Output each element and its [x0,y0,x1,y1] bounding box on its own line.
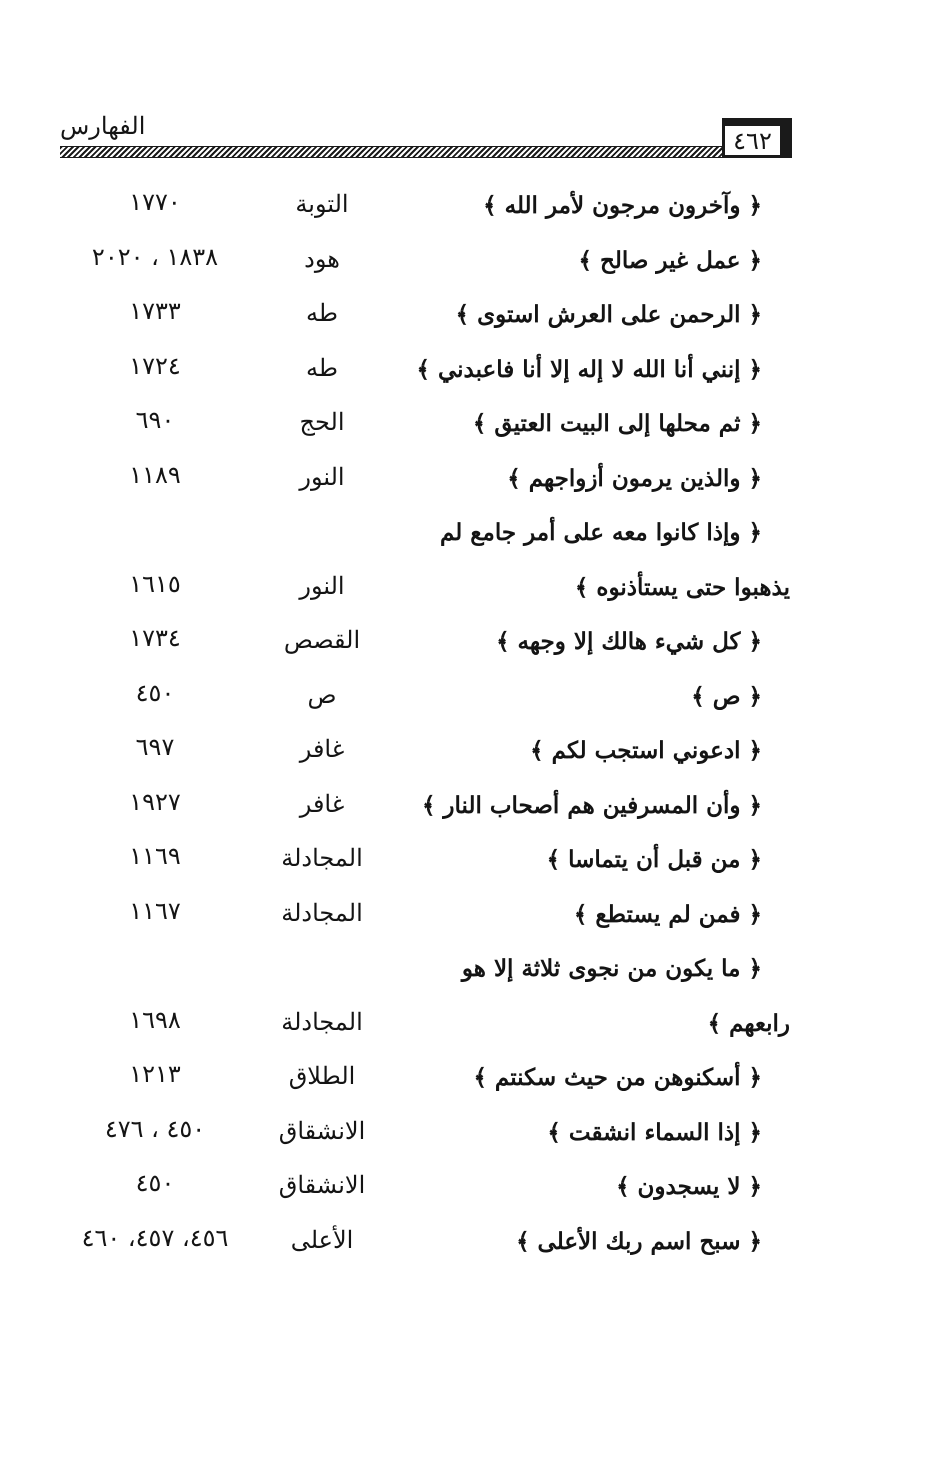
surah-name: القصص [283,626,361,654]
index-row [0,998,938,1053]
index-table [0,180,938,1270]
hadith-refs: ١١٨٩ [129,460,181,489]
hadith-refs: ٤٥٠ [135,1169,175,1197]
ayah-text: ﴿ أسكنوهن من حيث سكنتم ﴾ [473,1064,762,1091]
hadith-refs: ١٦٩٨ [129,1005,181,1034]
hadith-refs: ٦٩٠ [135,406,175,434]
hadith-refs: ١٧٧٠ [129,188,181,216]
index-row [0,562,938,617]
surah-name: المجادلة [281,844,363,872]
ayah-text: ﴿ وآخرون مرجون لأمر الله ﴾ [483,192,762,219]
index-row [0,1052,938,1107]
hadith-refs: ١٩٢٧ [129,787,181,816]
index-row [0,834,938,889]
ayah-text: ﴿ ص ﴾ [691,682,762,710]
index-row [0,780,938,835]
index-row [0,344,938,399]
ayah-text: ﴿ عمل غير صالح ﴾ [578,246,762,274]
hadith-refs: ١٢١٣ [129,1060,181,1088]
hadith-refs: ١١٦٧ [129,896,181,925]
surah-name: الأعلى [290,1225,354,1254]
section-title: الفهارس [60,112,146,140]
index-row [0,289,938,344]
surah-name: غافر [299,735,345,763]
ayah-text: ﴿ سبح اسم ربك الأعلى ﴾ [516,1227,762,1255]
surah-name: ص [307,680,337,709]
surah-name: الطلاق [288,1062,356,1090]
index-row [0,1161,938,1216]
index-row [0,1107,938,1162]
index-row [0,1216,938,1271]
index-row [0,671,938,726]
index-row [0,507,938,562]
hadith-refs: ١٧٣٣ [129,297,181,325]
surah-name: الانشقاق [278,1116,366,1145]
ayah-text: ﴿ وإذا كانوا معه على أمر جامع لم [439,519,762,546]
surah-name: المجادلة [281,1007,363,1036]
hadith-refs: ٦٩٧ [135,733,175,761]
ayah-text: ﴿ وأن المسرفين هم أصحاب النار ﴾ [421,791,762,819]
ayah-text: ﴿ إنني أنا الله لا إله إلا أنا فاعبدني ﴾ [416,355,762,383]
ayah-text: رابعهم ﴾ [707,1009,790,1037]
hadith-refs: ١٦١٥ [129,569,181,598]
ayah-text: ﴿ لا يسجدون ﴾ [616,1173,762,1200]
index-row [0,943,938,998]
ayah-text: ﴿ كل شيء هالك إلا وجهه ﴾ [496,628,762,655]
ayah-text: ﴿ ثم محلها إلى البيت العتيق ﴾ [472,410,762,437]
ayah-text: ﴿ ادعوني استجب لكم ﴾ [530,737,762,764]
page-number: ٤٦٢ [722,118,792,158]
index-row [0,453,938,508]
header-rule [60,146,722,158]
surah-name: هود [304,244,340,273]
index-row [0,235,938,290]
surah-name: طه [306,353,338,382]
ayah-text: ﴿ فمن لم يستطع ﴾ [573,900,762,928]
hadith-refs: ٤٥٠ ، ٤٧٦ [104,1114,206,1143]
surah-name: المجادلة [281,898,363,927]
ayah-text: ﴿ والذين يرمون أزواجهم ﴾ [507,464,762,492]
surah-name: الحج [299,408,345,436]
surah-name: غافر [299,789,345,818]
index-row [0,889,938,944]
ayah-text: ﴿ الرحمن على العرش استوى ﴾ [455,301,762,328]
ayah-text: ﴿ من قبل أن يتماسا ﴾ [546,846,762,873]
hadith-refs: ١٧٣٤ [129,624,181,652]
hadith-refs: ٤٥٦، ٤٥٧، ٤٦٠ [81,1223,229,1252]
ayah-text: ﴿ إذا السماء انشقت ﴾ [547,1118,762,1146]
ayah-text: يذهبوا حتى يستأذنوه ﴾ [574,573,790,601]
surah-name: طه [306,299,338,327]
surah-name: الانشقاق [278,1171,366,1199]
index-row [0,616,938,671]
hadith-refs: ١٧٢٤ [129,351,181,380]
surah-name: النور [299,571,345,600]
index-row [0,398,938,453]
hadith-refs: ١٨٣٨ ، ٢٠٢٠ [91,242,219,271]
surah-name: التوبة [295,190,349,218]
index-row [0,180,938,235]
hadith-refs: ١١٦٩ [129,842,181,870]
surah-name: النور [299,462,345,491]
ayah-text: ﴿ ما يكون من نجوى ثلاثة إلا هو [461,955,762,982]
index-row [0,725,938,780]
hadith-refs: ٤٥٠ [135,678,175,707]
